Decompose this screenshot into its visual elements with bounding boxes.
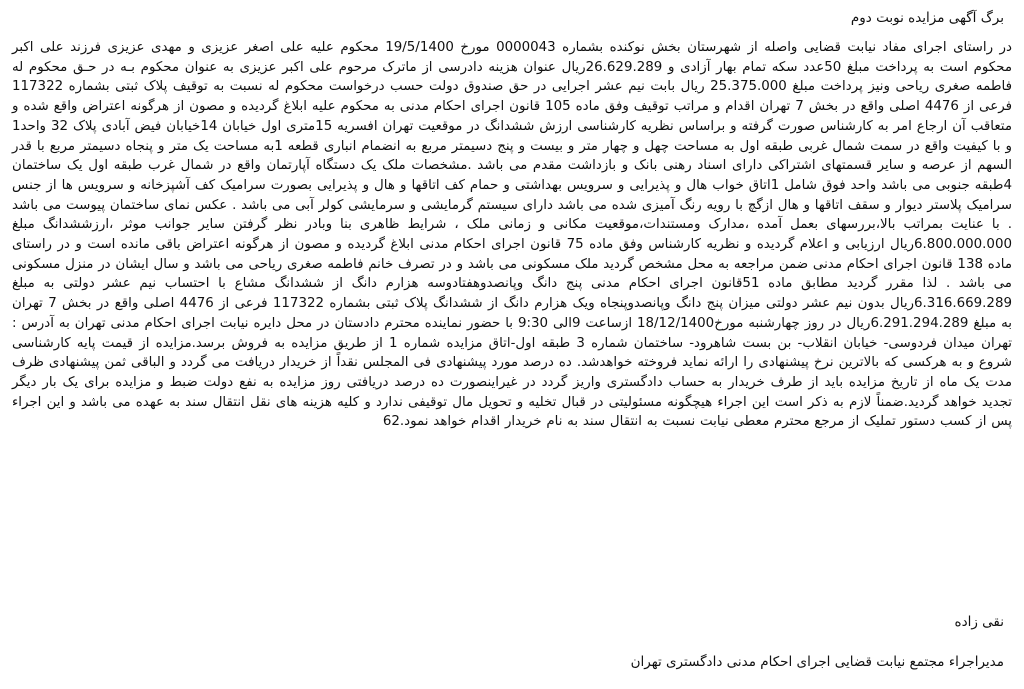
signatory-position: مدیراجراء مجتمع نیابت قضایی اجرای احکام مدنی دادگستری تهران [630,654,1004,670]
notice-title: برگ آگهی مزایده نوبت دوم [850,10,1004,26]
signature-block [631,612,1004,672]
notice-body: در راستای اجرای مفاد نیابت قضایی واصله از شهرستان بخش نوکنده بشماره 0000043 مورخ 19/5/1400 محکوم علیه علی اصغر عزیزی و مهدی عزیزی فرزند علی اکبر محکوم است به پرداخت مبلغ 50عدد سکه تمام بهار آزادی و 26.629.289ریال عنوان هزینه دادرسی از ماترک مرحوم علی اکبر عزیزی به عنوان محکوم بـه در حـق محکوم له فاطمه صغری ریاحی ونیز پرداخت مبلغ 25.375.000 ریال بابت نیم عشر اجرایی در حق صندوق دولت حسب درخواست محکوم له نسبت به توقیف پلاک ثبتی بشماره 117322 فرعی از 4476 اصلی واقع در بخش 7 تهران اقدام و مراتب توقیف وفق ماده 105 قانون اجرای احکام مدنی به محکوم علیه ابلاغ گردیده و مصون از هرگونه اعتراض واقع شده و متعاقب آن ارجاع امر به کارشناس صورت گرفته و براساس نظریه کارشناسی ارزش ششدانگ در موقعیت تهران افسریه 15متری اول خیابان 14خیابان فیض آبادی پلاک 32 واحد1 و با کیفیت واقع در سمت شمال غربی طبقه اول به مساحت چهل و چهار متر و بیست و پنج دسیمتر مربع به انضمام انباری قطعه 1به مساحت یک متر و پنجاه دسیمتر مربع با قدر السهم از عرصه و سایر قسمتهای اشتراکی دارای اسناد رهنی بانک و بازداشت مقدم می باشد .مشخصات ملک یک دستگاه آپارتمان واقع در شمال غرب طبقه اول یک ساختمان 4طبقه جنوبی می باشد واحد فوق شامل 1اتاق خواب هال و پذیرایی و سرویس بهداشتی و حمام کف اتاقها و هال و پذیرایی بصورت سرامیک کف آشپزخانه و سرویس ها از جنس سرامیک پلاستر دیوار و سقف اتاقها و هال ازگچ با رویه رنگ آمیزی شده می باشد دارای سیستم گرمایشی و سرمایشی کولر آبی می باشد . عکس نمای ساختمان پیوست می باشد . با عنایت بمراتب بالا،بررسهای بعمل آمده ،مدارک ومستندات،موقعیت مکانی و زمانی ملک ، شرایط ظاهری بنا وبادر نظر گرفتن سایر جوانب موثر ،ارزششدانگ مبلغ 6.800.000.000ریال ارزیابی و اعلام گردیده و نظریه کارشناس وفق ماده 75 قانون اجرای احکام مدنی ابلاغ گردیده و مصون از هرگونه اعتراض باقی مانده است و در راستای ماده 138 قانون اجرای احکام مدنی ضمن مراجعه به محل مشخص گردید ملک مسکونی می باشد و در تصرف خانم فاطمه صغری ریاحی می باشد و سال ایشان در منزل مسکونی می باشد . لذا مقرر گردید مطابق ماده 51قانون اجرای احکام مدنی پنج دانگ وپانصدوهفتادوسه هزارم دانگ از ششدانگ مشاع با احتساب نیم عشر دولتی به مبلغ 6.316.669.289ریال بدون نیم عشر دولتی میزان پنج دانگ وپانصدوپنجاه ویک هزارم دانگ از ششدانگ پلاک ثبتی بشماره 117322 فرعی از 4476 اصلی واقع در بخش 7 تهران به مبلغ 6.291.294.289ریال در روز چهارشنبه مورخ18/12/1400 ازساعت 9الی 9:30 با حضور نماینده محترم دادستان در محل دایره نیابت اجرای احکام مدنی تهران به آدرس : تهران میدان فردوسی- خیابان انقلاب- بن بست شاهرود- ساختمان شماره 3 طبقه اول-اتاق مزایده شماره 1 از طریق مزایده به فروش برسد.مزایده از قیمت پایه کارشناسی شروع و به هرکسی که بالاترین نرخ پیشنهادی را ارائه نماید فروخته خواهدشد. ده درصد مورد پیشنهادی فی المجلس نقداً از خریدار دریافت می گردد و الباقی ثمن پیشنهادی ظرف مدت یک ماه از تاریخ مزایده باید از طرف خریدار به حساب دادگستری واریز گردد در غیراینصورت ده درصد دریافتی روز مزایده به نفع دولت ضبط و مزایده برای یک بار دیگر تجدید خواهد گردید.ضمناً لازم به ذکر است این اجراء هیچگونه مسئولیتی در قبال تخلیه و تحویل مال توقیفی ندارد و کلیه هزینه های نقل انتقال سند به عهده می باشد و این اجراء پس از کسب دستور تملیک از مرجع محترم معطی نیابت نسبت به انتقال سند به نام خریدار اقدام خواهد نمود.62 [12,40,1012,430]
signatory-name: نقی زاده [954,614,1004,630]
